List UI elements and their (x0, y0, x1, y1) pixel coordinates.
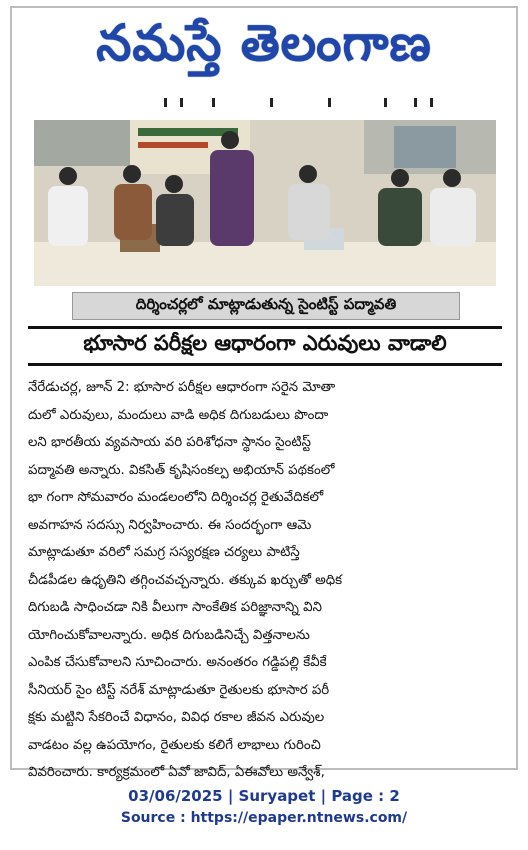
cut-mark (384, 98, 387, 107)
body-line: క్షకు మట్టిని సేకరించే విధానం, వివిధ రకాల జీవన ఎరువుల (28, 710, 325, 725)
cut-mark (180, 98, 183, 107)
cut-mark (430, 98, 433, 107)
masthead-title: నమస్తే తెలంగాణ (96, 13, 432, 72)
body-line: మాట్లాడుతూ వరిలో సమగ్ర సస్యరక్షణ చర్యలు పాటిస్తే (28, 545, 300, 560)
cut-mark (414, 98, 417, 107)
body-line: వివరించారు. కార్యక్రమంలో ఏవో జావిద్, ఏఈవోలు అన్వేశ్, (28, 765, 325, 780)
footer-source-link[interactable]: Source : https://epaper.ntnews.com/ (120, 810, 408, 826)
body-line: వాడటం వల్ల ఉపయోగం, రైతులకు కలిగే లాభాలు గురించి (28, 737, 321, 753)
body-line: భా గంగా సోమవారం మండలంలోని దిర్శించర్ల రైతువేదికలో (28, 490, 324, 505)
cut-mark (270, 98, 273, 107)
article-body (28, 374, 508, 787)
body-line: పద్మావతి అన్నారు. వికసిత్ కృషిసంకల్ప అభియాన్ పథకంలో (28, 462, 335, 478)
body-line: సీనియర్ సైం టిస్ట్ నరేశ్ మాట్లాడుతూ రైతులకు భూసార పరీ (28, 682, 330, 698)
footer-date-line: 03/06/2025 | Suryapet | Page : 2 (128, 787, 400, 805)
cut-mark (328, 98, 331, 107)
body-line: లని భారతీయ వ్యవసాయ వరి పరిశోధనా స్థానం సైంటిస్ట్ (28, 435, 311, 450)
body-line: దులో ఎరువులు, మందులు వాడి అధిక దిగుబడులు పొందా (28, 407, 329, 423)
newspaper-clipping (10, 6, 518, 780)
cut-strip (12, 94, 516, 114)
article-photo (34, 120, 496, 286)
body-line: అవగాహన సదస్సు నిర్వహించారు. ఈ సందర్భంగా ఆమె (28, 517, 312, 533)
cut-mark (212, 98, 215, 107)
article-headline: భూసార పరీక్షల ఆధారంగా ఎరువులు వాడాలి (28, 326, 502, 366)
photo-caption: దిర్శించర్లలో మాట్లాడుతున్న సైంటిస్ట్ పద్మావతి (72, 292, 460, 320)
body-line: చీడపీడల ఉధృతిని తగ్గించవచ్చన్నారు. తక్కువ ఖర్చుతో అధిక (28, 572, 343, 588)
masthead (12, 8, 516, 90)
body-line: నేరేడుచర్ల, జూన్ 2: భూసార పరీక్షల ఆధారంగా సరైన మోతా (28, 380, 336, 395)
body-line: యోగించుకోవాలన్నారు. అధిక దిగుబడినిచ్చే విత్తనాలను (28, 627, 310, 643)
body-line: ఎంపిక చేసుకోవాలని సూచించారు. అనంతరం గడ్డిపల్లి కేవీకే (28, 655, 327, 670)
cut-mark (164, 98, 167, 107)
photo-illustration (34, 120, 496, 286)
body-line: దిగుబడి సాధించడా నికి వీలుగా సాంకేతిక పరిజ్ఞానాన్ని విని (28, 600, 322, 615)
